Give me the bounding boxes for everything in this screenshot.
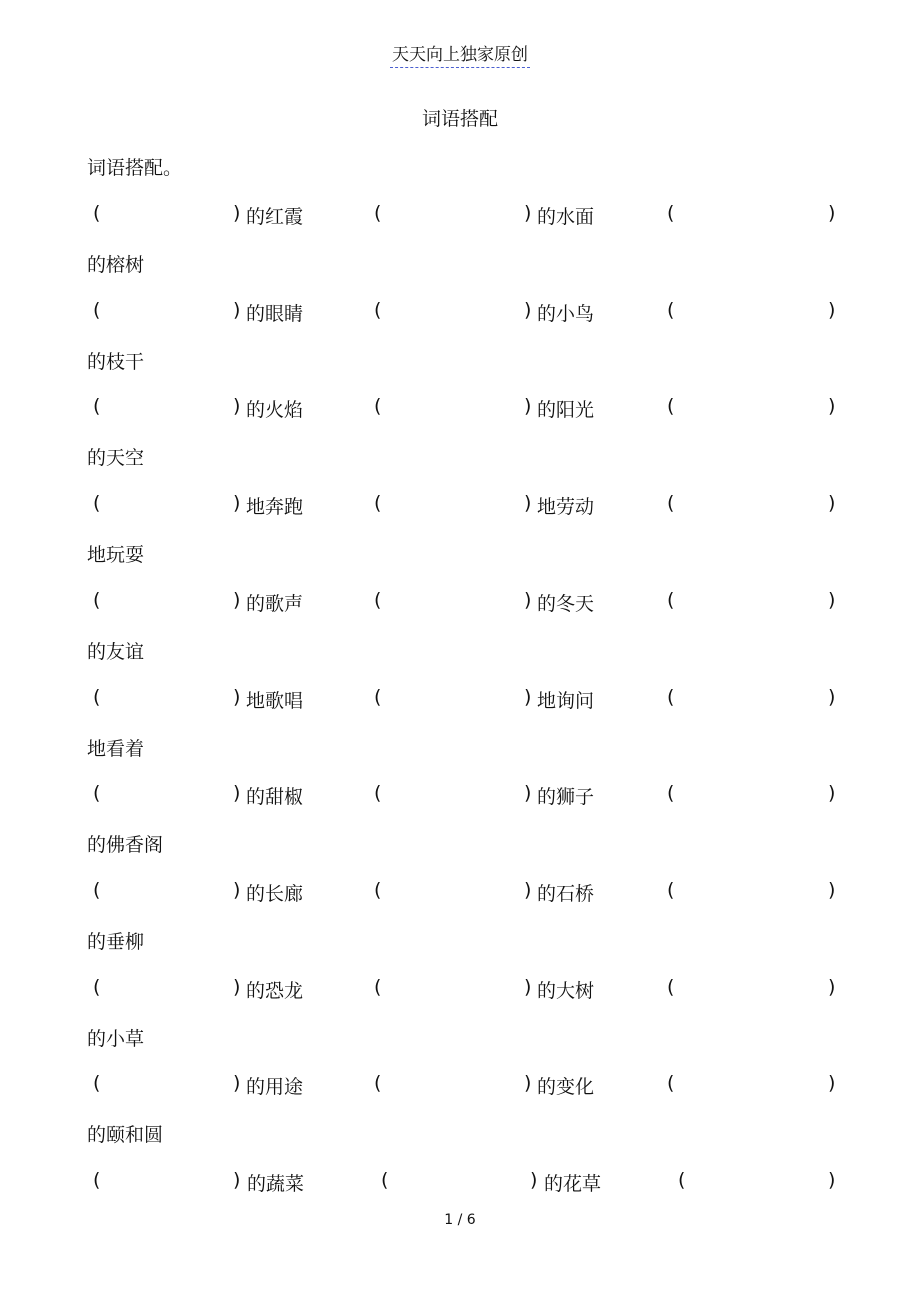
blank-close-paren: ): [233, 395, 241, 417]
blank-open-paren: (: [93, 395, 101, 417]
blank-close-paren: ): [524, 1072, 532, 1094]
exercise-row: [0, 1072, 920, 1102]
blank-close-paren: ): [233, 879, 241, 901]
blank-close-paren: ): [524, 976, 532, 998]
blank-open-paren: (: [667, 976, 675, 998]
phrase-c: 的颐和圆: [87, 1124, 164, 1146]
blank-close-paren: ): [828, 1169, 836, 1191]
blank-close-paren: ): [828, 879, 836, 901]
blank-open-paren: (: [678, 1169, 686, 1191]
blank-close-paren: ): [233, 1169, 241, 1191]
exercise-row: [0, 782, 920, 812]
blank-open-paren: (: [667, 1072, 675, 1094]
exercise-row: [0, 686, 920, 716]
exercise-row: [0, 299, 920, 329]
blank-close-paren: ): [233, 686, 241, 708]
phrase-b: 的石桥: [537, 883, 595, 905]
phrase-a: 的蔬菜: [247, 1173, 305, 1195]
page-number: 1 / 6: [444, 1212, 476, 1228]
phrase-c: 的小草: [87, 1028, 145, 1050]
blank-open-paren: (: [374, 1072, 382, 1094]
phrase-c: 的天空: [87, 447, 145, 469]
blank-open-paren: (: [374, 686, 382, 708]
blank-open-paren: (: [667, 395, 675, 417]
blank-open-paren: (: [667, 299, 675, 321]
blank-open-paren: (: [93, 879, 101, 901]
exercise-row: [0, 395, 920, 425]
exercise-row: [0, 879, 920, 909]
phrase-c: 的佛香阁: [87, 834, 164, 856]
blank-close-paren: ): [828, 976, 836, 998]
phrase-a: 的火焰: [246, 399, 304, 421]
blank-open-paren: (: [374, 299, 382, 321]
blank-open-paren: (: [374, 976, 382, 998]
blank-close-paren: ): [524, 492, 532, 514]
blank-close-paren: ): [524, 299, 532, 321]
exercise-row: [0, 202, 920, 232]
blank-open-paren: (: [93, 202, 101, 224]
blank-open-paren: (: [374, 589, 382, 611]
blank-open-paren: (: [374, 492, 382, 514]
blank-open-paren: (: [93, 782, 101, 804]
blank-close-paren: ): [828, 782, 836, 804]
blank-open-paren: (: [667, 492, 675, 514]
phrase-c: 的榕树: [87, 254, 145, 276]
phrase-c: 地玩耍: [87, 544, 145, 566]
phrase-a: 的长廊: [246, 883, 304, 905]
phrase-b: 的阳光: [537, 399, 595, 421]
exercise-row: [0, 492, 920, 522]
blank-close-paren: ): [530, 1169, 538, 1191]
blank-open-paren: (: [93, 1169, 101, 1191]
phrase-a: 的歌声: [246, 593, 304, 615]
blank-close-paren: ): [524, 686, 532, 708]
phrase-a: 的恐龙: [246, 980, 304, 1002]
blank-close-paren: ): [524, 879, 532, 901]
phrase-a: 的眼睛: [246, 303, 304, 325]
blank-close-paren: ): [828, 395, 836, 417]
blank-close-paren: ): [524, 202, 532, 224]
blank-open-paren: (: [93, 976, 101, 998]
blank-close-paren: ): [233, 492, 241, 514]
blank-open-paren: (: [667, 879, 675, 901]
blank-close-paren: ): [828, 1072, 836, 1094]
blank-open-paren: (: [374, 782, 382, 804]
blank-open-paren: (: [667, 202, 675, 224]
phrase-b: 的水面: [537, 206, 595, 228]
blank-close-paren: ): [828, 492, 836, 514]
exercise-row: [0, 1169, 920, 1199]
phrase-c: 的友谊: [87, 641, 145, 663]
blank-close-paren: ): [233, 202, 241, 224]
blank-close-paren: ): [828, 589, 836, 611]
blank-close-paren: ): [233, 299, 241, 321]
blank-close-paren: ): [524, 589, 532, 611]
phrase-b: 的花草: [544, 1173, 602, 1195]
blank-open-paren: (: [93, 299, 101, 321]
blank-open-paren: (: [374, 879, 382, 901]
blank-close-paren: ): [524, 395, 532, 417]
phrase-a: 的红霞: [246, 206, 304, 228]
blank-open-paren: (: [93, 1072, 101, 1094]
phrase-b: 的大树: [537, 980, 595, 1002]
phrase-a: 地歌唱: [246, 690, 304, 712]
exercise-row: [0, 589, 920, 619]
phrase-b: 地询问: [537, 690, 595, 712]
exercise-row: [0, 976, 920, 1006]
blank-open-paren: (: [374, 202, 382, 224]
phrase-a: 地奔跑: [246, 496, 304, 518]
page-title: 词语搭配: [421, 108, 498, 130]
phrase-b: 的冬天: [537, 593, 595, 615]
blank-open-paren: (: [93, 492, 101, 514]
blank-open-paren: (: [667, 589, 675, 611]
blank-close-paren: ): [233, 782, 241, 804]
phrase-c: 的垂柳: [87, 931, 145, 953]
phrase-c: 的枝干: [87, 351, 145, 373]
phrase-b: 的变化: [537, 1076, 595, 1098]
blank-open-paren: (: [93, 589, 101, 611]
blank-close-paren: ): [828, 202, 836, 224]
phrase-b: 的小鸟: [537, 303, 595, 325]
instruction-text: 词语搭配。: [87, 157, 183, 179]
blank-open-paren: (: [381, 1169, 389, 1191]
phrase-b: 地劳动: [537, 496, 595, 518]
blank-close-paren: ): [233, 589, 241, 611]
blank-open-paren: (: [667, 686, 675, 708]
blank-open-paren: (: [93, 686, 101, 708]
header-text[interactable]: 天天向上独家原创: [390, 45, 530, 68]
blank-close-paren: ): [524, 782, 532, 804]
phrase-c: 地看着: [87, 738, 145, 760]
page-header: [0, 40, 920, 65]
blank-close-paren: ): [233, 1072, 241, 1094]
blank-close-paren: ): [233, 976, 241, 998]
blank-close-paren: ): [828, 686, 836, 708]
blank-close-paren: ): [828, 299, 836, 321]
blank-open-paren: (: [667, 782, 675, 804]
phrase-b: 的狮子: [537, 786, 595, 808]
blank-open-paren: (: [374, 395, 382, 417]
phrase-a: 的甜椒: [246, 786, 304, 808]
phrase-a: 的用途: [246, 1076, 304, 1098]
